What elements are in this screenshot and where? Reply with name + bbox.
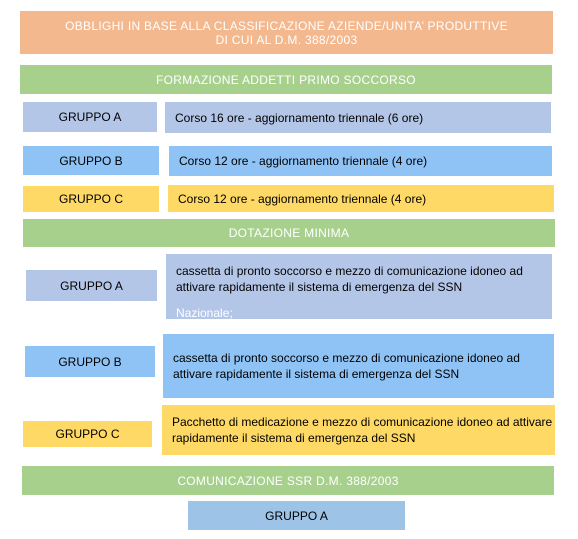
formazione-group-c bbox=[23, 186, 159, 212]
dotazione-text-c bbox=[162, 405, 555, 455]
dotazione-group-c bbox=[23, 421, 152, 447]
group-label: GRUPPO A bbox=[265, 508, 328, 523]
group-label: GRUPPO B bbox=[58, 354, 122, 369]
formazione-text-b bbox=[169, 146, 552, 176]
formazione-text-c bbox=[168, 185, 554, 212]
course-text: Corso 16 ore - aggiornamento triennale (6 ore) bbox=[175, 110, 424, 125]
group-label: GRUPPO C bbox=[58, 192, 123, 206]
comunicazione-header-label: COMUNICAZIONE SSR D.M. 388/2003 bbox=[177, 473, 399, 488]
formazione-text-a bbox=[165, 102, 551, 133]
dotazione-group-b bbox=[25, 346, 155, 377]
equipment-text: cassetta di pronto soccorso e mezzo di comunicazione idoneo ad attivare rapidamente il sistema di emergenza del SSN bbox=[176, 264, 523, 294]
formazione-header bbox=[20, 65, 552, 94]
formazione-group-b bbox=[23, 146, 159, 175]
group-label: GRUPPO A bbox=[58, 110, 122, 124]
course-text: Corso 12 ore - aggiornamento triennale (4 ore) bbox=[179, 154, 428, 168]
comunicazione-group-a bbox=[188, 501, 405, 530]
dotazione-header-label: DOTAZIONE MINIMA bbox=[228, 226, 350, 240]
equipment-text-overflow: Nazionale; bbox=[176, 306, 233, 319]
dotazione-group-a bbox=[26, 270, 157, 301]
group-label: GRUPPO A bbox=[60, 278, 123, 293]
comunicazione-header bbox=[22, 466, 554, 495]
group-label: GRUPPO B bbox=[59, 153, 123, 168]
dotazione-header bbox=[23, 219, 555, 247]
equipment-text: Pacchetto di medicazione e mezzo di comunicazione idoneo ad attivare rapidamente il sistema di emergenza del SSN bbox=[172, 415, 553, 445]
formazione-header-label: FORMAZIONE ADDETTI PRIMO SOCCORSO bbox=[156, 72, 416, 87]
course-text: Corso 12 ore - aggiornamento triennale (4 ore) bbox=[178, 191, 427, 206]
equipment-text: cassetta di pronto soccorso e mezzo di comunicazione idoneo ad attivare rapidamente il sistema di emergenza del SSN bbox=[173, 351, 520, 381]
dotazione-text-b bbox=[163, 334, 554, 398]
title-line-1: OBBLIGHI IN BASE ALLA CLASSIFICAZIONE AZIENDE/UNITA’ PRODUTTIVE bbox=[65, 18, 508, 33]
title-line-2: DI CUI AL D.M. 388/2003 bbox=[215, 32, 358, 47]
dotazione-text-a bbox=[166, 254, 552, 319]
formazione-group-a bbox=[23, 102, 157, 132]
group-label: GRUPPO C bbox=[55, 427, 120, 441]
title-box bbox=[20, 11, 553, 54]
